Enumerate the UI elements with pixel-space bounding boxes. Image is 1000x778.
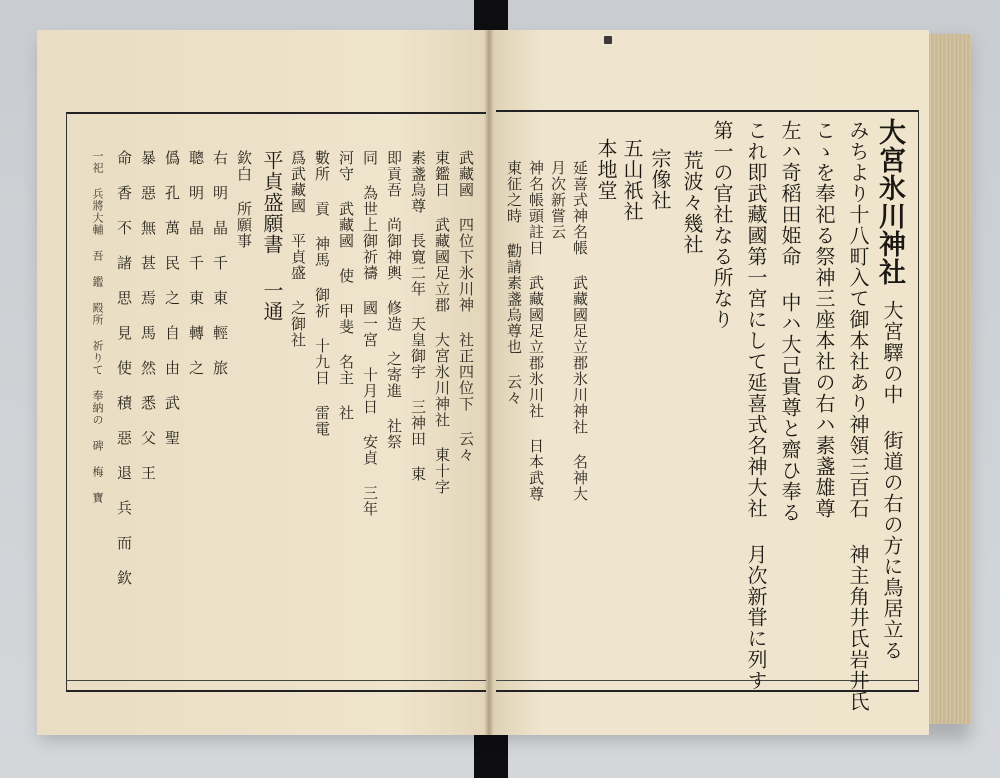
right-col-1: 大宮驛の中 街道の右の方に鳥居立る	[880, 300, 904, 661]
left-col-12: 聰 明 晶 千 東 轉 之	[187, 150, 205, 376]
right-body-1: 延喜式神名帳 武藏國足立郡氷川神社 名神大	[571, 160, 589, 502]
left-col-1: 武藏國 四位下氷川神 社正四位下 云々	[457, 150, 475, 463]
left-col-5: 同 為世上御祈禱 國一宮 十月日 安貞 三年	[361, 150, 379, 517]
left-col-13: 僞 孔 萬 民 之 自 由 武 聖	[163, 150, 181, 446]
right-body-3: 神名帳頭註日 武藏國足立郡氷川社 日本武尊	[527, 160, 545, 502]
right-col-3: こゝを奉祀る祭神三座本社の右ハ素盞雄尊	[812, 120, 836, 519]
page-stack-edge	[929, 34, 971, 724]
left-col-7: 數所 貢 神馬 御祈 十九日 雷電	[313, 150, 331, 437]
bookmark-ribbon-bottom	[474, 735, 508, 778]
right-col-5: これ即武藏國第一宮にして延喜式名神大社 月次新甞に列す	[744, 120, 768, 691]
left-annotations: 一祀 兵將大輔 吾 鑑 殿所 祈りて 奉納の 碑 梅 寶	[91, 150, 104, 504]
right-col-7: 荒波々幾社	[680, 150, 704, 255]
left-col-3: 素盞烏尊 長寛二年 天皇御宇 三神田 東	[409, 150, 427, 482]
right-body-2: 月次新嘗云	[549, 160, 567, 240]
left-col-15: 命 香 不 諸 思 見 使 積 惡 退 兵 而 欽	[115, 150, 133, 586]
shrine-heading: 大宮氷川神社	[874, 118, 905, 286]
right-col-9: 五山祇社	[620, 138, 644, 222]
left-col-10: 欽白 所願事	[235, 150, 253, 249]
right-col-10: 本地堂	[594, 138, 618, 201]
seal-mark	[604, 36, 612, 44]
left-col-14: 暴 惡 無 甚 焉 馬 然 悉 父 王	[139, 150, 157, 481]
left-col-9: 平貞盛願書 一通	[260, 150, 284, 322]
right-col-8: 宗像社	[648, 148, 672, 211]
right-col-6: 第一の官社なる所なり	[710, 120, 734, 330]
left-col-6: 河守 武藏國 使 甲斐 名主 社	[337, 150, 355, 421]
left-bottom-rule	[66, 680, 486, 681]
left-col-2: 東鑑日 武藏國足立郡 大宮氷川神社 東十字	[433, 150, 451, 495]
left-col-4: 即貢吾 尚御神輿 修造 之寄進 社祭	[385, 150, 403, 450]
left-col-8: 爲武藏國 平貞盛 之御社	[289, 150, 307, 348]
right-col-2: みちより十八町入て御本社あり神領三百石 神主角井氏岩井氏	[846, 120, 870, 712]
right-body-4: 東征之時 勸請素盞烏尊也 云々	[505, 160, 523, 406]
right-col-4: 左ハ奇稻田姫命 中ハ大己貴尊と齋ひ奉る	[778, 120, 802, 523]
left-col-11: 右 明 晶 千 東 輕 旅	[211, 150, 229, 376]
